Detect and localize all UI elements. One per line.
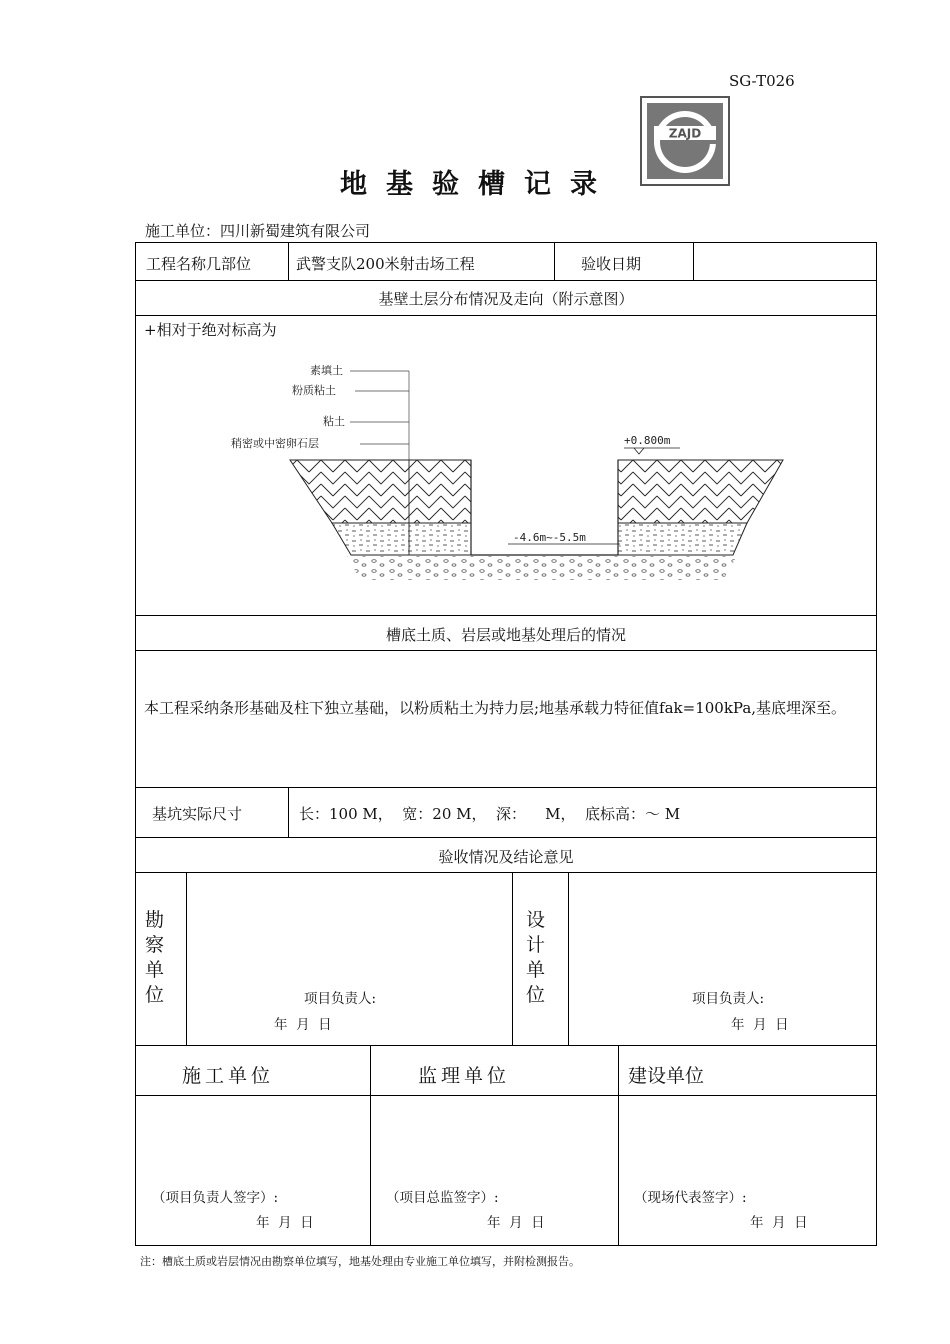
layer-label-1: 素填土: [310, 364, 343, 377]
soil-section-diagram: [225, 358, 795, 588]
supervision-unit-heading: 监理单位: [418, 1065, 511, 1087]
supervision-date: 年 月 日: [487, 1215, 545, 1231]
construction-date: 年 月 日: [256, 1215, 314, 1231]
survey-unit-label: 勘察单位: [145, 909, 165, 1006]
company-logo: [640, 96, 730, 186]
page-title: 地基验槽记录: [340, 169, 616, 200]
supervision-sign: （项目总监签字）:: [386, 1190, 499, 1206]
layer-label-2: 粉质粘土: [292, 384, 336, 397]
owner-sign: （现场代表签字）:: [634, 1190, 747, 1206]
project-name-value: 武警支队200米射击场工程: [296, 255, 475, 273]
survey-responsible: 项目负责人:: [304, 991, 377, 1007]
pit-size-label: 基坑实际尺寸: [152, 805, 243, 823]
construction-unit-line: 施工单位：四川新蜀建筑有限公司: [145, 222, 371, 240]
elevation-note: +相对于绝对标高为: [144, 321, 277, 339]
acceptance-date-label: 验收日期: [581, 255, 642, 273]
design-unit-label: 设计单位: [526, 909, 546, 1006]
design-date: 年 月 日: [731, 1017, 789, 1033]
construction-sign: （项目负责人签字）:: [152, 1190, 279, 1206]
logo-text: ZAJD: [668, 126, 702, 141]
construction-unit-heading: 施工单位: [182, 1065, 275, 1087]
bottom-section-text: 本工程采纳条形基础及柱下独立基础，以粉质粘土为持力层;地基承载力特征值fak=100kPa,基底埋深至。: [144, 699, 847, 717]
footnote: 注：槽底土质或岩层情况由勘察单位填写，地基处理由专业施工单位填写，并附检测报告。: [140, 1255, 580, 1268]
level-top-label: +0.800m: [624, 434, 671, 447]
owner-unit-heading: 建设单位: [628, 1065, 705, 1087]
level-bottom-label: -4.6m~-5.5m: [513, 531, 586, 544]
pit-size-value: 长：100 M， 宽：20 M， 深： M， 底标高：～ M: [299, 805, 681, 823]
document-code: SG-T026: [729, 72, 795, 90]
owner-date: 年 月 日: [750, 1215, 808, 1231]
acceptance-heading: 验收情况及结论意见: [438, 848, 574, 866]
soil-section-heading: 基壁土层分布情况及走向（附示意图）: [378, 290, 634, 308]
design-responsible: 项目负责人:: [692, 991, 765, 1007]
layer-label-3: 粘土: [323, 415, 345, 428]
bottom-section-heading: 槽底土质、岩层或地基处理后的情况: [385, 626, 626, 644]
layer-label-4: 稍密或中密卵石层: [231, 437, 319, 450]
project-name-label: 工程名称几部位: [146, 255, 252, 273]
survey-date: 年 月 日: [274, 1017, 332, 1033]
